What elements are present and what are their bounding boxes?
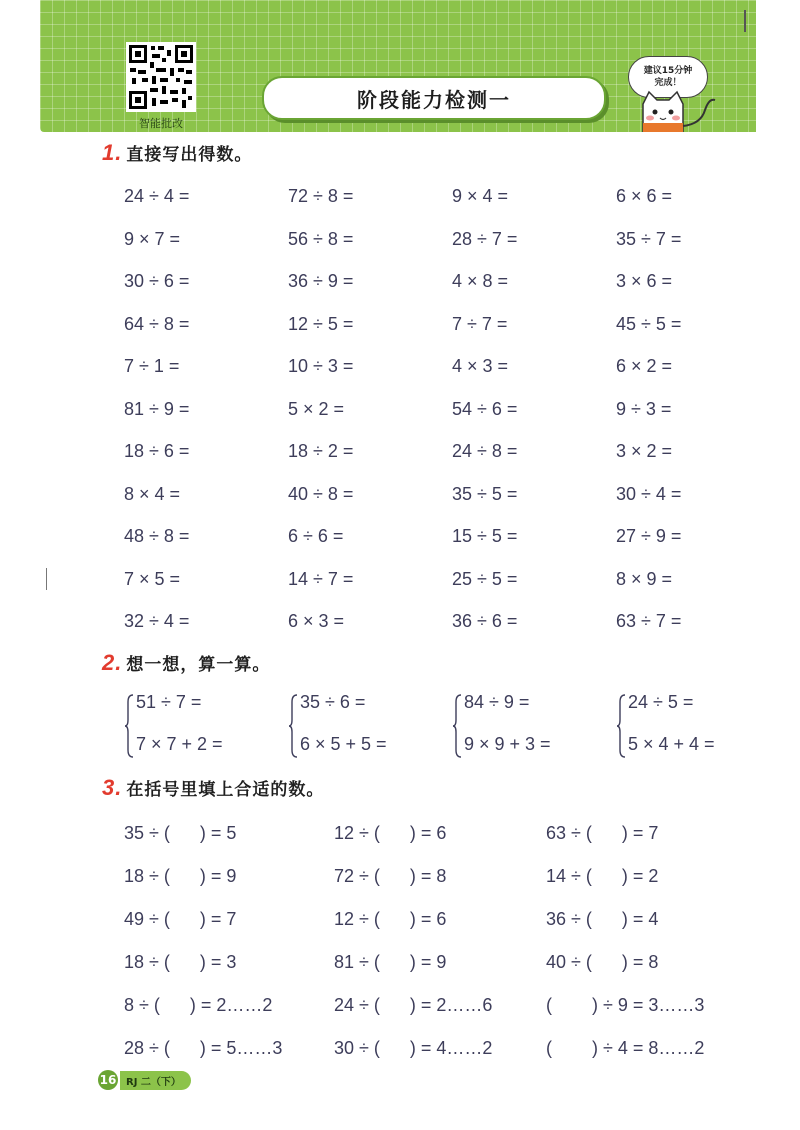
bubble-line-2: 完成！: [654, 78, 682, 88]
fill-blank-row: [124, 941, 756, 984]
problem-item: 63 ÷ 7 =: [616, 611, 682, 631]
problem-item: 4 × 3 =: [452, 356, 509, 376]
problem-item: 6 × 2 =: [616, 356, 673, 376]
problem-item: 72 ÷ 8 =: [288, 186, 354, 206]
problem-item: 36 ÷ 9 =: [288, 271, 354, 291]
problem-row: [124, 303, 780, 346]
bubble-line-1: 建议15分钟: [643, 66, 693, 76]
problem-item: 30 ÷ 6 =: [124, 271, 190, 291]
problem-item: 6 × 6 =: [616, 186, 673, 206]
problem-item: 5 × 2 =: [288, 398, 345, 419]
page-number: 16: [98, 1070, 118, 1090]
problem-item: 9 × 9 + 3 =: [464, 734, 551, 754]
page-footer: [98, 1070, 191, 1090]
problem-item: 7 ÷ 7 =: [452, 313, 508, 334]
section-2-groups: [124, 690, 780, 762]
problem-row: [124, 175, 780, 218]
section-1-text: 直接写出得数。: [126, 145, 253, 165]
problem-item: 7 × 7 + 2 =: [136, 734, 223, 754]
problem-item: 54 ÷ 6 =: [452, 398, 518, 419]
problem-group: [616, 690, 780, 762]
problem-item: 48 ÷ 8 =: [124, 526, 190, 546]
problem-item: 9 × 7 =: [124, 228, 181, 249]
fill-blank-row: [124, 1027, 756, 1070]
section-1-number: 1.: [102, 140, 123, 165]
left-brace-icon: [616, 694, 626, 758]
fill-blank-row: [124, 855, 756, 898]
section-1-grid: [124, 175, 780, 643]
problem-item: 10 ÷ 3 =: [288, 356, 354, 376]
fill-blank-item: 12 ÷ ( ) = 6: [334, 823, 447, 843]
section-3-title: [102, 775, 324, 801]
problem-item: 15 ÷ 5 =: [452, 526, 518, 546]
section-2-text: 想一想，算一算。: [126, 655, 271, 675]
problem-item: 35 ÷ 7 =: [616, 228, 682, 249]
problem-item: 36 ÷ 6 =: [452, 611, 518, 631]
problem-item: 40 ÷ 8 =: [288, 483, 354, 504]
problem-item: 8 × 9 =: [616, 568, 673, 589]
problem-item: 18 ÷ 6 =: [124, 441, 190, 461]
problem-item: 9 × 4 =: [452, 186, 509, 206]
problem-row: [124, 218, 780, 261]
cat-mascot-icon: [635, 90, 725, 132]
fill-blank-item: 30 ÷ ( ) = 4……2: [334, 1038, 493, 1058]
problem-item: 8 × 4 =: [124, 483, 181, 504]
edition-tag: RJ 二（下）: [120, 1071, 191, 1090]
problem-item: 4 × 8 =: [452, 271, 509, 291]
section-3-number: 3.: [102, 775, 123, 800]
fill-blank-item: 12 ÷ ( ) = 6: [334, 909, 447, 929]
problem-item: 24 ÷ 4 =: [124, 186, 190, 206]
problem-row: [124, 515, 780, 558]
problem-row: [124, 473, 780, 516]
fill-blank-item: 24 ÷ ( ) = 2……6: [334, 995, 493, 1015]
problem-item: 6 ÷ 6 =: [288, 526, 344, 546]
problem-item: 6 × 5 + 5 =: [300, 734, 387, 754]
problem-row: [124, 260, 780, 303]
fill-blank-item: ( ) ÷ 4 = 8……2: [546, 1038, 705, 1058]
problem-item: 30 ÷ 4 =: [616, 483, 682, 504]
problem-item: 35 ÷ 5 =: [452, 483, 518, 504]
page-title-pill: [262, 76, 606, 120]
problem-item: 9 ÷ 3 =: [616, 398, 672, 419]
problem-item: 5 × 4 + 4 =: [628, 734, 715, 754]
fill-blank-item: 36 ÷ ( ) = 4: [546, 909, 659, 929]
problem-item: 3 × 6 =: [616, 271, 673, 291]
section-2-number: 2.: [102, 650, 123, 675]
fill-blank-row: [124, 898, 756, 941]
problem-item: 51 ÷ 7 =: [136, 692, 202, 712]
qr-code-icon[interactable]: [126, 42, 196, 112]
problem-item: 27 ÷ 9 =: [616, 526, 682, 546]
problem-item: 45 ÷ 5 =: [616, 313, 682, 334]
fill-blank-item: 49 ÷ ( ) = 7: [124, 909, 237, 929]
binding-mark: [46, 568, 47, 590]
page-edge-mark: [744, 10, 746, 32]
page-title: 阶段能力检测一: [357, 87, 511, 112]
fill-blank-item: 8 ÷ ( ) = 2……2: [124, 995, 273, 1015]
left-brace-icon: [452, 694, 462, 758]
problem-item: 12 ÷ 5 =: [288, 313, 354, 334]
fill-blank-row: [124, 984, 756, 1027]
fill-blank-item: 40 ÷ ( ) = 8: [546, 952, 659, 972]
section-1-title: [102, 140, 252, 166]
fill-blank-item: 72 ÷ ( ) = 8: [334, 866, 447, 886]
fill-blank-item: 18 ÷ ( ) = 3: [124, 952, 237, 972]
problem-item: 56 ÷ 8 =: [288, 228, 354, 249]
fill-blank-item: 63 ÷ ( ) = 7: [546, 823, 659, 843]
left-brace-icon: [288, 694, 298, 758]
problem-item: 3 × 2 =: [616, 441, 673, 461]
problem-item: 25 ÷ 5 =: [452, 568, 518, 589]
problem-item: 24 ÷ 5 =: [628, 692, 694, 712]
problem-row: [124, 430, 780, 473]
section-3-grid: [124, 812, 756, 1070]
problem-item: 81 ÷ 9 =: [124, 398, 190, 419]
problem-item: 7 ÷ 1 =: [124, 356, 180, 376]
problem-item: 18 ÷ 2 =: [288, 441, 354, 461]
problem-item: 6 × 3 =: [288, 611, 345, 631]
problem-item: 35 ÷ 6 =: [300, 692, 366, 712]
fill-blank-item: 18 ÷ ( ) = 9: [124, 866, 237, 886]
problem-group: [124, 690, 288, 762]
problem-item: 28 ÷ 7 =: [452, 228, 518, 249]
problem-row: [124, 345, 780, 388]
fill-blank-item: 14 ÷ ( ) = 2: [546, 866, 659, 886]
section-2-title: [102, 650, 270, 676]
problem-row: [124, 558, 780, 601]
problem-item: 24 ÷ 8 =: [452, 441, 518, 461]
problem-item: 32 ÷ 4 =: [124, 611, 190, 631]
fill-blank-item: 35 ÷ ( ) = 5: [124, 823, 237, 843]
problem-item: 84 ÷ 9 =: [464, 692, 530, 712]
problem-item: 7 × 5 =: [124, 568, 181, 589]
section-3-text: 在括号里填上合适的数。: [126, 780, 325, 800]
fill-blank-item: ( ) ÷ 9 = 3……3: [546, 995, 705, 1015]
problem-group: [452, 690, 616, 762]
fill-blank-row: [124, 812, 756, 855]
fill-blank-item: 81 ÷ ( ) = 9: [334, 952, 447, 972]
problem-row: [124, 388, 780, 431]
fill-blank-item: 28 ÷ ( ) = 5……3: [124, 1038, 283, 1058]
problem-row: [124, 600, 780, 643]
problem-item: 14 ÷ 7 =: [288, 568, 354, 589]
qr-label: 智能批改: [139, 117, 183, 130]
problem-item: 64 ÷ 8 =: [124, 313, 190, 334]
problem-group: [288, 690, 452, 762]
left-brace-icon: [124, 694, 134, 758]
